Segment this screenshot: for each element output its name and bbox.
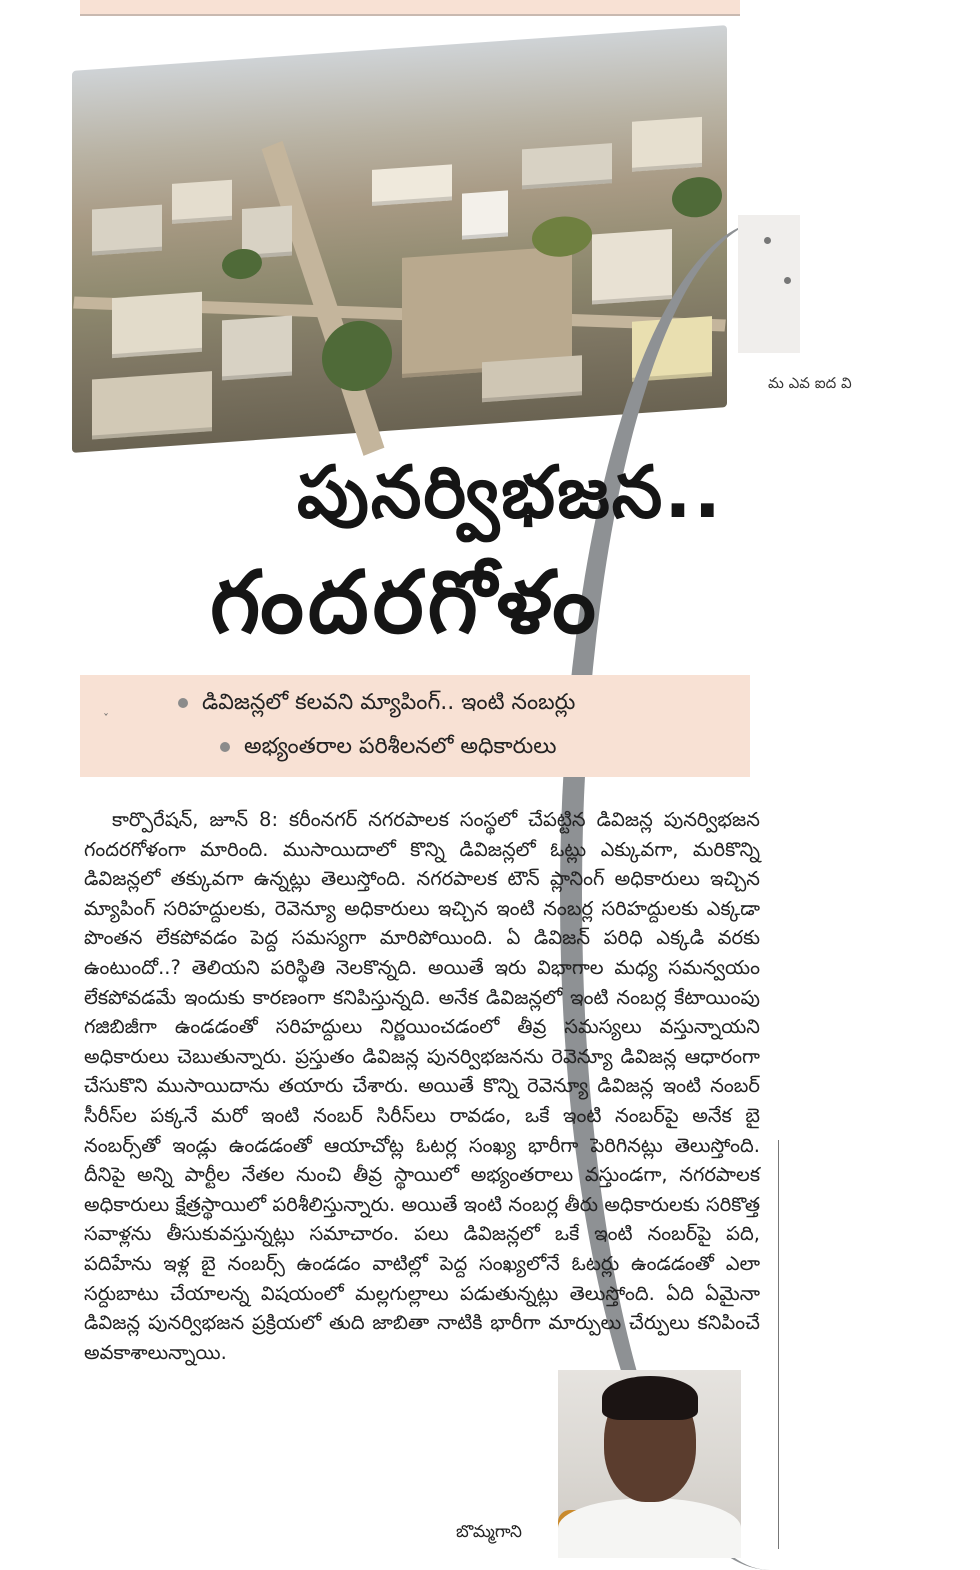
photo-caption: బొమ్మగాని	[456, 1522, 522, 1542]
subheadline-box	[80, 675, 750, 777]
reporter-portrait-photo	[558, 1370, 741, 1549]
top-accent-band	[80, 0, 740, 16]
right-column-box	[738, 215, 800, 353]
right-column-text: మ ఎవ ఐద వి	[768, 374, 852, 392]
subheadline-text-2: అభ్యంతరాల పరిశీలనలో అధికారులు	[244, 734, 557, 759]
subheadline-text-1: డివిజన్లలో కలవని మ్యాపింగ్.. ఇంటి నంబర్లు	[202, 690, 576, 715]
subheadline-item	[220, 731, 556, 763]
article-body	[84, 805, 760, 1367]
aerial-city-photo	[72, 25, 727, 453]
subheadline-item	[178, 687, 575, 719]
headline-line-1: పునర్విభజన..	[297, 450, 723, 534]
article-body-text: కార్పొరేషన్, జూన్ 8: కరీంనగర్ నగరపాలక సంస్థలో చేపట్టిన డివిజన్ల పునర్విభజన గందరగోళంగా మారింది. ముసాయిదాలో కొన్ని డివిజన్లలో ఓట్లు ఎక్కువగా, మరికొన్ని డివిజన్లలో తక్కువగా ఉన్నట్లు తెలుస్తోంది. నగరపాలక టౌన్ ప్లానింగ్ అధికారులు ఇచ్చిన మ్యాపింగ్ సరిహద్దులకు, రెవెన్యూ అధికారులు ఇచ్చిన ఇంటి నంబర్ల సరిహద్దులకు ఎక్కడా పొంతన లేకపోవడం పెద్ద సమస్యగా మారిపోయింది. ఏ డివిజన్ పరిధి ఎక్కడి వరకు ఉంటుందో..? తెలియని పరిస్థితి నెలకొన్నది. అయితే ఇరు విభాగాల మధ్య సమన్వయం లేకపోవడమే ఇందుకు కారణంగా కనిపిస్తున్నది. అనేక డివిజన్లలో ఇంటి నంబర్ల కేటాయింపు గజిబిజీగా ఉండడంతో సరిహద్దులు నిర్ణయించడంలో తీవ్ర సమస్యలు వస్తున్నాయని అధికారులు చెబుతున్నారు. ప్రస్తుతం డివిజన్ల పునర్విభజనను రెవెన్యూ డివిజన్ల ఆధారంగా చేసుకొని ముసాయిదాను తయారు చేశారు. అయితే కొన్ని రెవెన్యూ డివిజన్ల ఇంటి నంబర్ సీరీస్‌ల పక్కనే మరో ఇంటి నంబర్ సిరీస్‌లు రావడం, ఒకే ఇంటి నంబర్‌పై అనేక బై నంబర్స్‌తో ఇండ్లు ఉండడంతో ఆయాచోట్ల ఓటర్ల సంఖ్య భారీగా పెరిగినట్లు తెలుస్తోంది. దీనిపై అన్ని పార్టీల నేతల నుంచి తీవ్ర స్థాయిలో అభ్యంతరాలు వస్తుండగా, నగరపాలక అధికారులు క్షేత్రస్థాయిలో పరిశీలిస్తున్నారు. అయితే ఇంటి నంబర్ల తీరు అధికారులకు సరికొత్త సవాళ్లను తీసుకువస్తున్నట్లు సమాచారం. పలు డివిజన్లలో ఒకే ఇంటి నంబర్‌పై పది, పదిహేను ఇళ్ల బై నంబర్స్ ఉండడం వాటిల్లో పెద్ద సంఖ్యలోనే ఓటర్లు ఉండడంతో ఎలా సర్దుబాటు చేయాలన్న విషయంలో మల్లగుల్లాలు పడుతున్నట్లు తెలుస్తోంది. ఏది ఏమైనా డివిజన్ల పునర్విభజన ప్రక్రియలో తుది జాబితా నాటికి భారీగా మార్పులు చేర్పులు కనిపించే అవకాశాలున్నాయి.	[84, 808, 760, 1364]
headline-line-2: గందరగోళం	[210, 553, 600, 653]
right-column-rule	[778, 1140, 779, 1549]
bullet-icon	[178, 698, 188, 708]
tick-mark: ˇ	[103, 712, 109, 726]
bullet-icon	[220, 742, 230, 752]
